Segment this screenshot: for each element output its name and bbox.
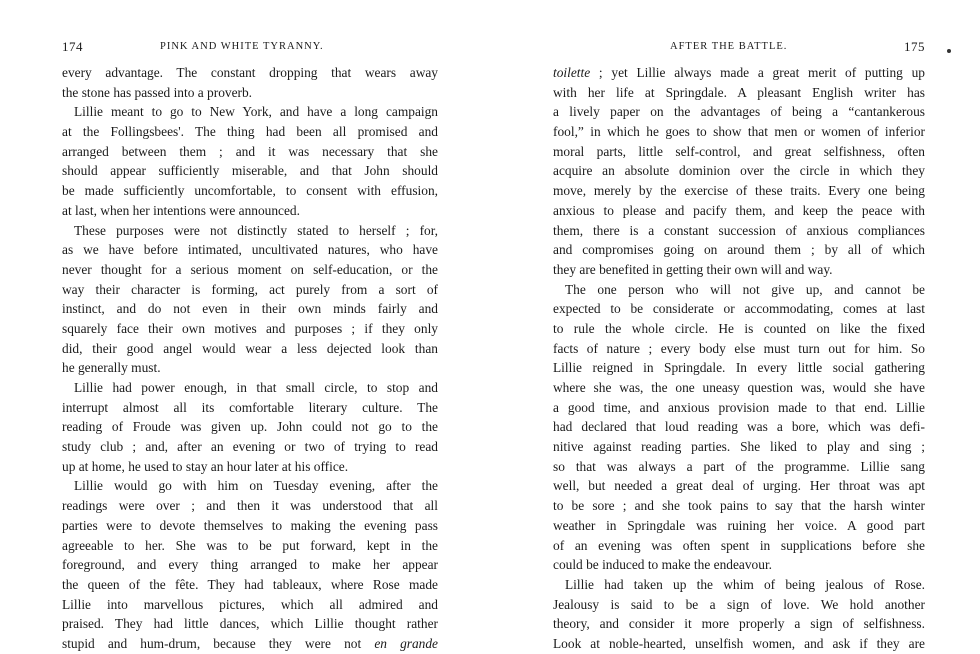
text-line: to be sore ; and she took pains to say that the harsh winter (553, 498, 925, 514)
left-running-title: PINK AND WHITE TYRANNY. (160, 41, 324, 52)
text-line: Lillie had taken up the whim of being jealous of Rose. (565, 576, 925, 592)
text-line: moral parts, little self-control, and great selfishness, often (553, 143, 925, 159)
text-line: well, but needed a great deal of urging. Her throat was apt (553, 478, 925, 494)
text-line: at the Follingsbees'. The thing had been all promised and (62, 124, 438, 140)
text-line: them, there is a constant succession of anxious compliances (553, 222, 925, 238)
text-line: foreground, and every thing arranged to make her appear (62, 557, 438, 573)
text-line: Lillie would go with him on Tuesday evening, after the (74, 478, 438, 494)
text-line: acquire an absolute dominion over the circle in which they (553, 163, 925, 179)
text-line: where she was, the one uneasy question was, would she have (553, 380, 925, 395)
text-line: interrupt almost all its comfortable literary culture. The (62, 399, 438, 415)
right-running-title: AFTER THE BATTLE. (670, 41, 788, 52)
text-line: of an evening was often spent in supplications before she (553, 537, 925, 553)
left-page (62, 0, 438, 651)
text-line: weather in Springdale was ruining her voice. A good part (553, 517, 925, 533)
text-line: he generally must. (62, 360, 161, 376)
text-line: Lillie had power enough, in that small circle, to stop and (74, 380, 438, 395)
italic-phrase: toilette (553, 65, 591, 80)
text-line: anxious to please and pacify them, and keep the peace with (553, 202, 925, 218)
text-line: be made sufficiently uncomfortable, to consent with effusion, (62, 183, 438, 199)
page-edge-mark (947, 49, 951, 53)
text-line: Look at noble-hearted, unselfish women, and ask if they are (553, 635, 925, 651)
italic-phrase: en grande (374, 635, 438, 651)
text-line: as we have before intimated, uncultivated natures, who have (62, 242, 438, 258)
text-line: the queen of the fête. They had tableaux, where Rose made (62, 576, 438, 592)
right-page-number: 175 (904, 39, 925, 54)
text-line: should appear sufficiently miserable, and that John should (62, 163, 438, 179)
text-line: These purposes were not distinctly stated to herself ; for, (74, 222, 438, 238)
text-line: could be induced to make the endeavour. (553, 557, 773, 573)
text-line: they are benefited in getting their own will and way. (553, 261, 833, 277)
right-page (553, 0, 925, 651)
text-line-part: ; yet Lillie always made a great merit of putting up (598, 65, 925, 80)
text-line: and compromises going on around them ; by all of which (553, 242, 925, 258)
right-running-head (553, 41, 925, 57)
text-line: expected to be considerate or accommodating, comes at last (553, 301, 925, 317)
text-line (553, 63, 925, 83)
text-line: nitive against reading parties. She liked to play and sing ; (553, 439, 925, 455)
text-line: up at home, he used to stay an hour later at his office. (62, 458, 349, 474)
text-line: so that was always a part of the programme. Lillie sang (553, 458, 925, 474)
text-line: did, their good angel would wear a less dejected look than (62, 340, 438, 356)
text-line: had declared that loud reading was a bore, which was defi- (553, 419, 925, 435)
text-line: a lively paper on the advantages of being a “cantankerous (553, 104, 925, 120)
text-line: agreeable to her. She was to be put forward, kept in the (62, 537, 438, 553)
text-line: Lillie into marvellous pictures, which all admired and (62, 596, 438, 612)
right-body-text (553, 63, 925, 654)
text-line: every advantage. The constant dropping that wears away (62, 65, 438, 80)
text-line: Lillie reigned in Springdale. In every little social gathering (553, 360, 925, 376)
text-line: study club ; and, after an evening or two of trying to read (62, 439, 438, 455)
text-line: The one person who will not give up, and cannot be (565, 281, 925, 297)
text-line: at last, when her intentions were announced. (62, 202, 300, 218)
text-line: Lillie meant to go to New York, and have a long campaign (74, 104, 438, 120)
text-line: arranged between them ; and it was necessary that she (62, 143, 438, 159)
left-body-text (62, 63, 438, 654)
text-line: the stone has passed into a proverb. (62, 84, 253, 100)
text-line: a good time, and anxious provision made to that end. Lillie (553, 399, 925, 415)
left-page-number: 174 (62, 39, 83, 54)
text-line: praised. They had little dances, which Lillie thought rather (62, 616, 438, 632)
text-line: move, merely by the exercise of these traits. Every one being (553, 183, 925, 199)
text-line: reading of Froude was given up. John could not go to the (62, 419, 438, 435)
text-line-part: stupid and hum-drum, because they were not (62, 635, 362, 651)
text-line: readings were over ; and then it was understood that all (62, 498, 438, 514)
left-running-head (62, 41, 438, 57)
text-line: instinct, and do not even in their own minds fairly and (62, 301, 438, 317)
text-line: fool,” in which he goes to show that men or women of inferior (553, 124, 925, 140)
text-line: way their character is forming, act purely from a sort of (62, 281, 438, 297)
text-line: Jealousy is said to be a sign of love. We hold another (553, 596, 925, 612)
text-line: with her life at Springdale. A pleasant English writer has (553, 84, 925, 100)
text-line: never thought for a serious moment on self-education, or the (62, 261, 438, 277)
text-line: theory, and consider it more properly a sign of selfishness. (553, 616, 925, 632)
text-line: to rule the whole circle. He is counted on like the fixed (553, 320, 925, 336)
text-line (62, 634, 438, 654)
text-line: squarely face their own motives and purposes ; if they only (62, 320, 438, 336)
text-line: facts of nature ; every body else must turn out for him. So (553, 340, 925, 356)
text-line: parties were to devote themselves to making the evening pass (62, 517, 438, 533)
